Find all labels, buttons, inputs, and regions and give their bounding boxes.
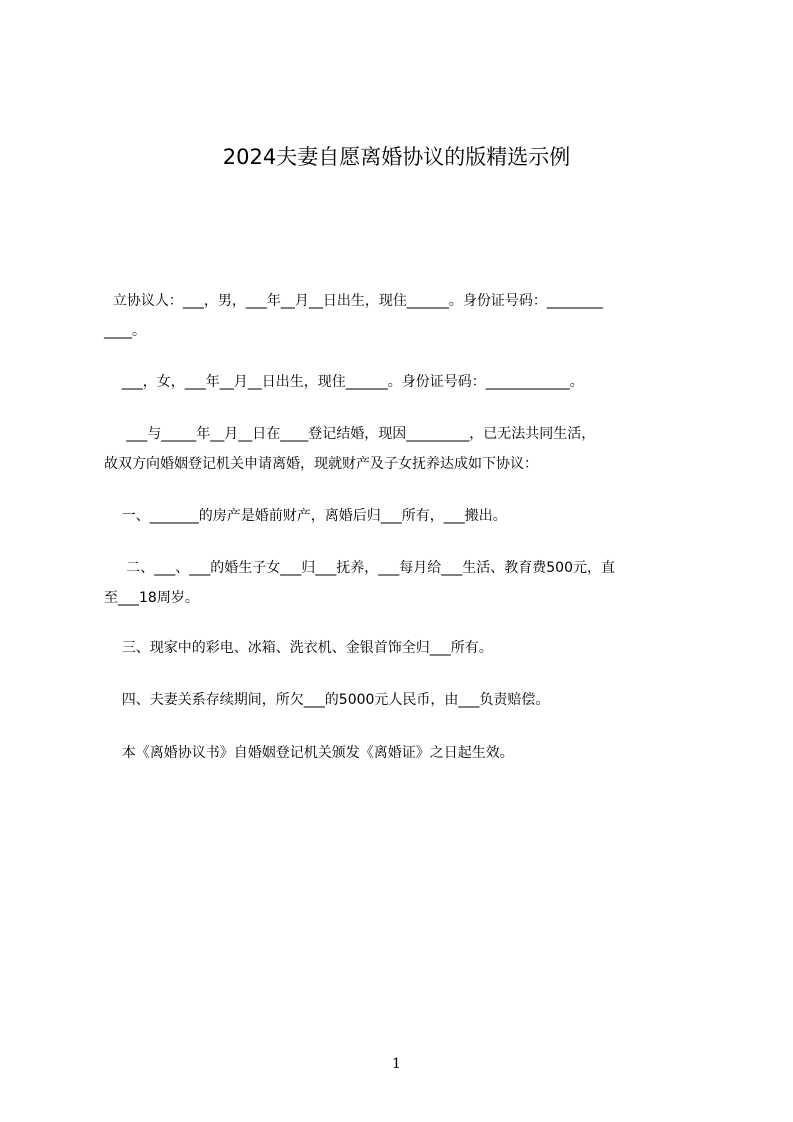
clause-debt <box>104 685 704 715</box>
paragraph-line: 立协议人：___，男，___年__月__日出生，现住______。身份证号码：________ <box>104 293 603 309</box>
paragraph-line: ____。 <box>104 323 146 339</box>
clause-child-custody <box>104 553 704 613</box>
paragraph-line: 至___18周岁。 <box>104 590 199 606</box>
page-number: 1 <box>392 1056 401 1072</box>
paragraph-line: 本《离婚协议书》自婚姻登记机关颁发《离婚证》之日起生效。 <box>104 745 514 761</box>
paragraph-marriage-background <box>104 419 704 479</box>
clause-effective-date <box>104 738 704 768</box>
paragraph-parties-male <box>104 286 704 346</box>
paragraph-line: 二、___、___的婚生子女___归___抚养，___每月给___生活、教育费500元，直 <box>104 560 615 576</box>
clause-household-items <box>104 633 704 663</box>
paragraph-line: 三、现家中的彩电、冰箱、洗衣机、金银首饰全归___所有。 <box>104 640 493 656</box>
clause-property <box>104 501 704 531</box>
paragraph-parties-female <box>104 367 704 397</box>
paragraph-line: 故双方向婚姻登记机关申请离婚，现就财产及子女抚养达成如下协议： <box>104 456 538 472</box>
document-title: 2024夫妻自愿离婚协议的版精选示例 <box>222 145 571 169</box>
paragraph-line: ___与_____年__月__日在____登记结婚，现因_________，已无法共同生活， <box>104 426 596 442</box>
paragraph-line: ___，女，___年__月__日出生，现住______。身份证号码：____________。 <box>104 374 584 390</box>
paragraph-line: 四、夫妻关系存续期间，所欠___的5000元人民币，由___负责赔偿。 <box>104 692 550 708</box>
paragraph-line: 一、_______的房产是婚前财产，离婚后归___所有，___搬出。 <box>104 508 507 524</box>
